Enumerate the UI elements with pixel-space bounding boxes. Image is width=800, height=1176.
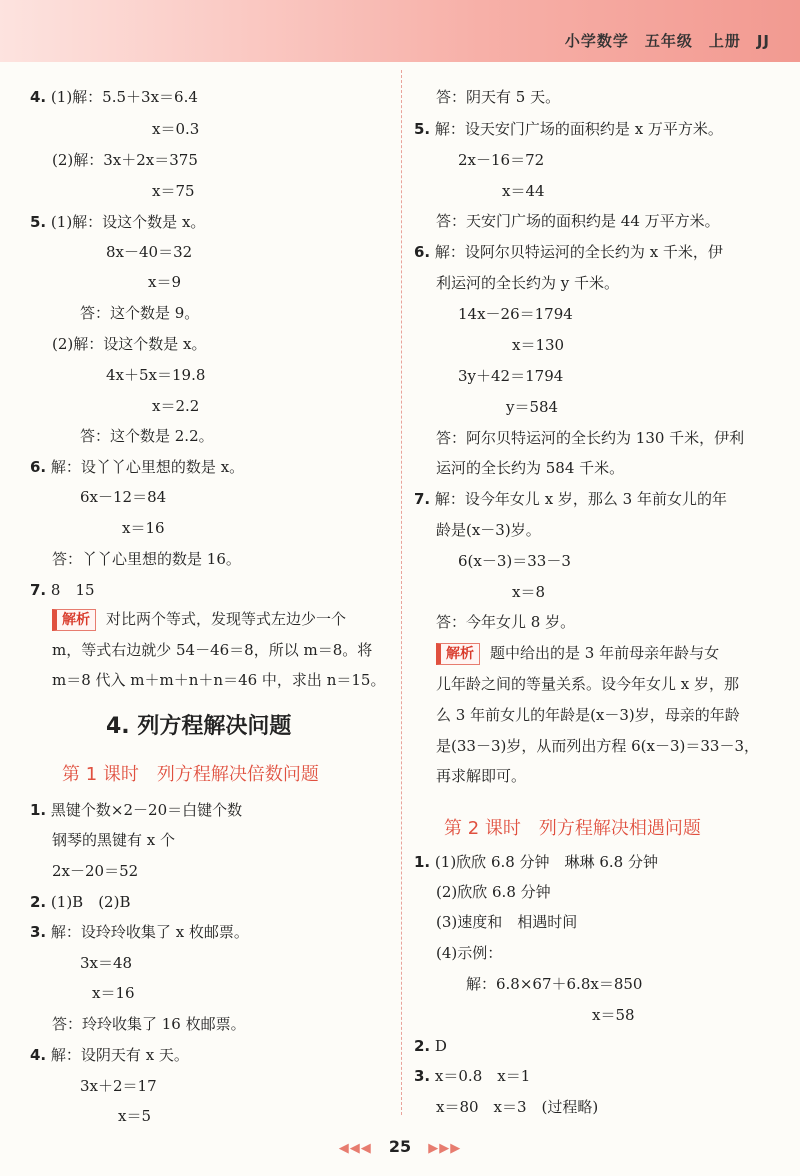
right-line-16: 6(x－3)＝33－3 xyxy=(458,552,571,570)
page-number: 25 xyxy=(388,1137,412,1156)
left-line-10: 4x＋5x＝19.8 xyxy=(106,366,206,384)
right-line-29: x＝58 xyxy=(592,1006,635,1024)
page-footer xyxy=(0,1137,800,1156)
left-line-5: 5. (1)解：设这个数是 x。 xyxy=(30,213,206,231)
analysis-tag: 解析 xyxy=(52,609,96,631)
left-line-20: m＝8 代入 m＋m＋n＋n＝46 中，求出 n＝15。 xyxy=(52,671,386,689)
left-line-21: 1. 黑键个数×2－20＝白键个数 xyxy=(30,801,243,819)
right-line-28: 解：6.8×67＋6.8x＝850 xyxy=(466,975,643,993)
right-line-30: 2. D xyxy=(414,1037,447,1055)
left-line-1: 4. (1)解：5.5＋3x＝6.4 xyxy=(30,88,198,106)
right-line-6: 6. 解：设阿尔贝特运河的全长约为 x 千米，伊 xyxy=(414,243,723,261)
lesson-1-title: 第 1 课时 列方程解决倍数问题 xyxy=(62,764,319,785)
left-line-6: 8x－40＝32 xyxy=(106,243,193,261)
right-line-10: 3y＋42＝1794 xyxy=(458,367,564,385)
left-line-26: 3x＝48 xyxy=(80,954,133,972)
lesson-2-title: 第 2 课时 列方程解决相遇问题 xyxy=(444,818,701,839)
left-line-23: 2x－20＝52 xyxy=(52,862,139,880)
right-line-5: 答：天安门广场的面积约是 44 万平方米。 xyxy=(436,212,720,230)
left-line-19: m，等式右边就少 54－46＝8，所以 m＝8。将 xyxy=(52,641,373,659)
right-line-23: 再求解即可。 xyxy=(436,767,527,785)
left-line-13: 6. 解：设丫丫心里想的数是 x。 xyxy=(30,458,245,476)
section-title: 4. 列方程解决问题 xyxy=(106,714,292,739)
left-line-7: x＝9 xyxy=(148,273,182,291)
left-line-24: 2. (1)B (2)B xyxy=(30,893,131,911)
right-line-15: 龄是(x－3)岁。 xyxy=(436,521,541,539)
right-line-12: 答：阿尔贝特运河的全长约为 130 千米，伊利 xyxy=(436,429,745,447)
right-line-13: 运河的全长约为 584 千米。 xyxy=(436,459,625,477)
left-line-3: (2)解：3x＋2x＝375 xyxy=(52,151,198,169)
left-line-12: 答：这个数是 2.2。 xyxy=(80,427,214,445)
right-line-8: 14x－26＝1794 xyxy=(458,305,573,323)
analysis-tag-2: 解析 xyxy=(436,643,480,665)
left-line-29: 4. 解：设阴天有 x 天。 xyxy=(30,1046,189,1064)
left-line-30: 3x＋2＝17 xyxy=(80,1077,157,1095)
right-line-3: 2x－16＝72 xyxy=(458,151,545,169)
left-line-9: (2)解：设这个数是 x。 xyxy=(52,335,207,353)
left-line-15: x＝16 xyxy=(122,519,165,537)
right-line-2: 5. 解：设天安门广场的面积约是 x 万平方米。 xyxy=(414,120,723,138)
right-line-22: 是(33－3)岁，从而列出方程 6(x－3)＝33－3， xyxy=(436,737,759,755)
right-line-9: x＝130 xyxy=(512,336,565,354)
right-arrows-icon: ▶▶▶ xyxy=(428,1141,462,1156)
right-line-17: x＝8 xyxy=(512,583,546,601)
header-title: 小学数学 五年级 上册 JJ xyxy=(564,32,770,50)
left-arrows-icon: ◀◀◀ xyxy=(338,1141,372,1156)
left-line-8: 答：这个数是 9。 xyxy=(80,304,200,322)
right-line-25: (2)欣欣 6.8 分钟 xyxy=(436,883,551,901)
right-line-14: 7. 解：设今年女儿 x 岁，那么 3 年前女儿的年 xyxy=(414,490,727,508)
right-line-7: 利运河的全长约为 y 千米。 xyxy=(436,274,620,292)
right-line-24: 1. (1)欣欣 6.8 分钟 琳琳 6.8 分钟 xyxy=(414,853,658,871)
left-line-25: 3. 解：设玲玲收集了 x 枚邮票。 xyxy=(30,923,249,941)
right-line-1: 答：阴天有 5 天。 xyxy=(436,88,561,106)
right-line-21: 么 3 年前女儿的年龄是(x－3)岁，母亲的年龄 xyxy=(436,706,740,724)
left-line-16: 答：丫丫心里想的数是 16。 xyxy=(52,550,241,568)
right-line-31: 3. x＝0.8 x＝1 xyxy=(414,1067,531,1085)
left-line-14: 6x－12＝84 xyxy=(80,488,167,506)
left-line-28: 答：玲玲收集了 16 枚邮票。 xyxy=(52,1015,246,1033)
column-divider xyxy=(401,70,402,1115)
left-line-17: 7. 8 15 xyxy=(30,581,95,599)
left-line-22: 钢琴的黑键有 x 个 xyxy=(52,831,175,849)
left-line-11: x＝2.2 xyxy=(152,397,200,415)
right-line-20: 儿年龄之间的等量关系。设今年女儿 x 岁，那 xyxy=(436,675,739,693)
right-line-4: x＝44 xyxy=(502,182,545,200)
left-line-4: x＝75 xyxy=(152,182,195,200)
right-line-32: x＝80 x＝3 (过程略) xyxy=(436,1098,599,1116)
left-line-18: 解析 对比两个等式，发现等式左边少一个 xyxy=(52,609,346,631)
right-line-18: 答：今年女儿 8 岁。 xyxy=(436,613,576,631)
right-line-27: (4)示例： xyxy=(436,944,503,962)
left-line-31: x＝5 xyxy=(118,1107,152,1125)
left-line-2: x＝0.3 xyxy=(152,120,200,138)
right-line-19: 解析 题中给出的是 3 年前母亲年龄与女 xyxy=(436,643,719,665)
right-line-26: (3)速度和 相遇时间 xyxy=(436,913,578,931)
left-line-27: x＝16 xyxy=(92,984,135,1002)
right-line-11: y＝584 xyxy=(506,398,559,416)
